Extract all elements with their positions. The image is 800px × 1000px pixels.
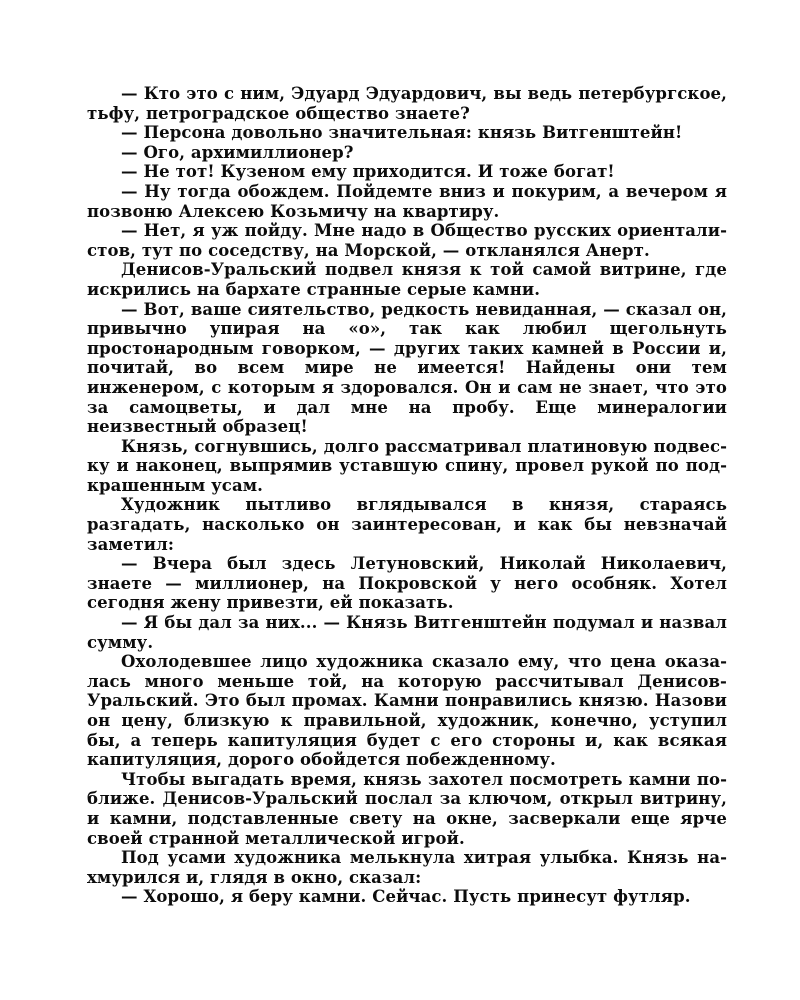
paragraph-4: — Не тот! Кузеном ему приходится. И тоже богат!: [121, 162, 615, 182]
paragraph-13: Охолодевшее лицо художника сказало ему, что цена оказалась много меньше той, на которую рассчитывал Денисов-Уральский. Это был промах. Камни понравились князю. Назови он цену, близкую к правильной, художник, конечно, уступил бы, а теперь капитуляция будет с его стороны и, как всякая капитуляция, дорого обойдется побежденному.: [87, 652, 727, 770]
paragraph-16: — Хорошо, я беру камни. Сейчас. Пусть принесут футляр.: [121, 887, 691, 907]
paragraph-1: — Кто это с ним, Эдуард Эдуардович, вы ведь петербургское, тьфу, петроградское общество знаете?: [87, 84, 727, 123]
paragraph-10: Художник пытливо вглядывался в князя, стараясь разгадать, насколько он заинтересован, и как бы невзначай заметил:: [87, 495, 727, 554]
paragraph-12: — Я бы дал за них... — Князь Витгенштейн подумал и назвал сумму.: [87, 613, 727, 652]
paragraph-14: Чтобы выгадать время, князь захотел посмотреть камни поближе. Денисов-Уральский послал за ключом, открыл витрину, и камни, подставленные свету на окне, засверкали еще ярче своей странной металлической игрой.: [87, 769, 727, 848]
paragraph-5: — Ну тогда обождем. Пойдемте вниз и покурим, а вечером я позвоню Алексею Козьмичу на квартиру.: [87, 181, 727, 221]
paragraph-3: — Ого, архимиллионер?: [121, 142, 354, 162]
paragraph-6: — Нет, я уж пойду. Мне надо в Общество русских ориенталистов, тут по соседству, на Морской, — откланялся Анерт.: [87, 221, 727, 260]
paragraph-15: Под усами художника мелькнула хитрая улыбка. Князь нахмурился и, глядя в окно, сказал:: [87, 848, 727, 887]
book-page: [87, 84, 727, 907]
paragraph-8: — Вот, ваше сиятельство, редкость невиданная, — сказал он, привычно упирая на «о», так как любил щегольнуть простонародным говорком, — других таких камней в России и, почитай, во всем мире не имеется! Найдены они тем инженером, с которым я здоровался. Он и сам не знает, что это за самоцветы, и дал мне на пробу. Еще минералогии неизвестный образец!: [87, 299, 727, 437]
paragraph-11: — Вчера был здесь Летуновский, Николай Николаевич, знаете — миллионер, на Покровской у него особняк. Хотел сегодня жену привезти, ей показать.: [87, 554, 727, 613]
paragraph-9: Князь, согнувшись, долго рассматривал платиновую подвеску и наконец, выпрямив уставшую спину, провел рукой по подкрашенным усам.: [87, 436, 727, 495]
paragraph-2: — Персона довольно значительная: князь Витгенштейн!: [121, 123, 683, 143]
paragraph-7: Денисов-Уральский подвел князя к той самой витрине, где искрились на бархате странные серые камни.: [87, 260, 727, 299]
